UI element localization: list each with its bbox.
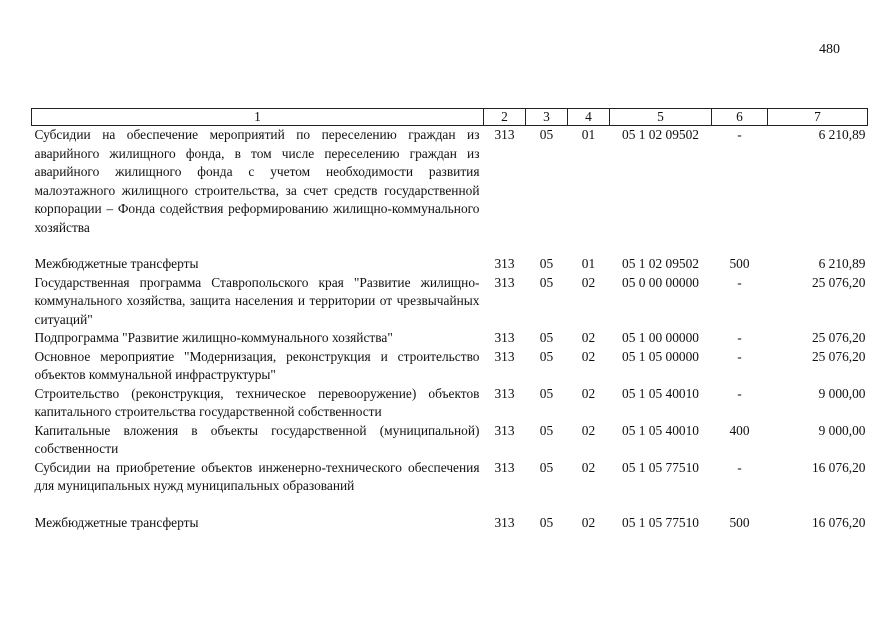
column-header: 5 — [610, 109, 712, 126]
section-code: 05 — [539, 385, 554, 401]
amount: 16 076,20 — [811, 459, 866, 475]
row-name: Государственная программа Ставропольского края "Развитие жилищно-коммунального хозяйства, защита населения и территории от чрезвычайных ситуаций" — [34, 274, 480, 327]
amount: 6 210,89 — [818, 256, 866, 271]
amount: 25 076,20 — [811, 330, 866, 345]
subsection-code: 01 — [581, 127, 596, 142]
ministry-code: 313 — [494, 256, 515, 271]
table-row — [32, 255, 868, 274]
expense-type-code: - — [737, 274, 742, 290]
section-code: 05 — [539, 459, 554, 475]
subsection-code: 02 — [581, 348, 596, 364]
subsection-code: 02 — [581, 330, 596, 345]
subsection-code: 01 — [581, 256, 596, 271]
table-row — [32, 274, 868, 330]
amount: 6 210,89 — [818, 127, 866, 142]
subsection-code: 02 — [581, 274, 596, 290]
row-spacer — [32, 237, 868, 255]
expense-type-code: - — [737, 348, 742, 364]
row-spacer — [32, 496, 868, 514]
ministry-code: 313 — [494, 459, 515, 475]
column-header: 2 — [484, 109, 526, 126]
ministry-code: 313 — [494, 422, 515, 438]
section-code: 05 — [539, 127, 554, 142]
column-header: 7 — [768, 109, 868, 126]
subsection-code: 02 — [581, 422, 596, 438]
target-code: 05 1 02 09502 — [622, 127, 699, 142]
amount: 16 076,20 — [811, 514, 866, 530]
table-row — [32, 459, 868, 496]
table-row — [32, 126, 868, 238]
expense-type-code: - — [737, 330, 742, 345]
section-code: 05 — [539, 256, 554, 271]
ministry-code: 313 — [494, 274, 515, 290]
subsection-code: 02 — [581, 385, 596, 401]
amount: 25 076,20 — [811, 274, 866, 290]
expense-type-code: 400 — [729, 422, 750, 438]
target-code: 05 1 05 77510 — [622, 459, 699, 475]
target-code: 05 1 00 00000 — [622, 330, 699, 345]
target-code: 05 1 05 77510 — [622, 514, 699, 530]
expense-type-code: 500 — [729, 256, 750, 271]
column-header: 3 — [526, 109, 568, 126]
row-name: Основное мероприятие "Модернизация, реконструкция и строительство объектов коммунальной инфраструктуры" — [34, 348, 480, 382]
ministry-code: 313 — [494, 330, 515, 345]
table-row — [32, 385, 868, 422]
target-code: 05 1 02 09502 — [622, 256, 699, 271]
row-name: Межбюджетные трансферты — [34, 514, 199, 530]
budget-table — [31, 108, 868, 532]
row-name: Субсидии на обеспечение мероприятий по переселению граждан из аварийного жилищного фонда, в том числе переселению граждан из аварийного жилищного фонда с учетом необходимости развития малоэтажного жилищного строительства, за счет средств государственной корпорации – Фонда содействия реформированию жилищно-коммунального хозяйства — [34, 127, 480, 235]
target-code: 05 1 05 40010 — [622, 385, 699, 401]
ministry-code: 313 — [494, 348, 515, 364]
column-header: 1 — [32, 109, 484, 126]
ministry-code: 313 — [494, 514, 515, 530]
expense-type-code: - — [737, 459, 742, 475]
target-code: 05 0 00 00000 — [622, 274, 699, 290]
table-row — [32, 329, 868, 348]
target-code: 05 1 05 00000 — [622, 348, 699, 364]
section-code: 05 — [539, 422, 554, 438]
row-name: Межбюджетные трансферты — [34, 256, 199, 271]
subsection-code: 02 — [581, 514, 596, 530]
column-header: 6 — [712, 109, 768, 126]
target-code: 05 1 05 40010 — [622, 422, 699, 438]
amount: 9 000,00 — [818, 422, 866, 438]
section-code: 05 — [539, 330, 554, 345]
section-code: 05 — [539, 348, 554, 364]
row-name: Капитальные вложения в объекты государственной (муниципальной) собственности — [34, 422, 480, 456]
table-row — [32, 348, 868, 385]
table-header-row — [32, 109, 868, 126]
amount: 9 000,00 — [818, 385, 866, 401]
row-name: Строительство (реконструкция, техническое перевооружение) объектов капитального строительства государственной собственности — [34, 385, 480, 419]
row-name: Подпрограмма "Развитие жилищно-коммунального хозяйства" — [34, 330, 393, 345]
section-code: 05 — [539, 514, 554, 530]
row-name: Субсидии на приобретение объектов инженерно-технического обеспечения для муниципальных нужд муниципальных образований — [34, 459, 480, 493]
ministry-code: 313 — [494, 127, 515, 142]
expense-type-code: - — [737, 385, 742, 401]
table-row — [32, 422, 868, 459]
table-row — [32, 514, 868, 533]
ministry-code: 313 — [494, 385, 515, 401]
expense-type-code: - — [737, 127, 742, 142]
expense-type-code: 500 — [729, 514, 750, 530]
subsection-code: 02 — [581, 459, 596, 475]
page-number: 480 — [819, 42, 840, 57]
section-code: 05 — [539, 274, 554, 290]
column-header: 4 — [568, 109, 610, 126]
amount: 25 076,20 — [811, 348, 866, 364]
